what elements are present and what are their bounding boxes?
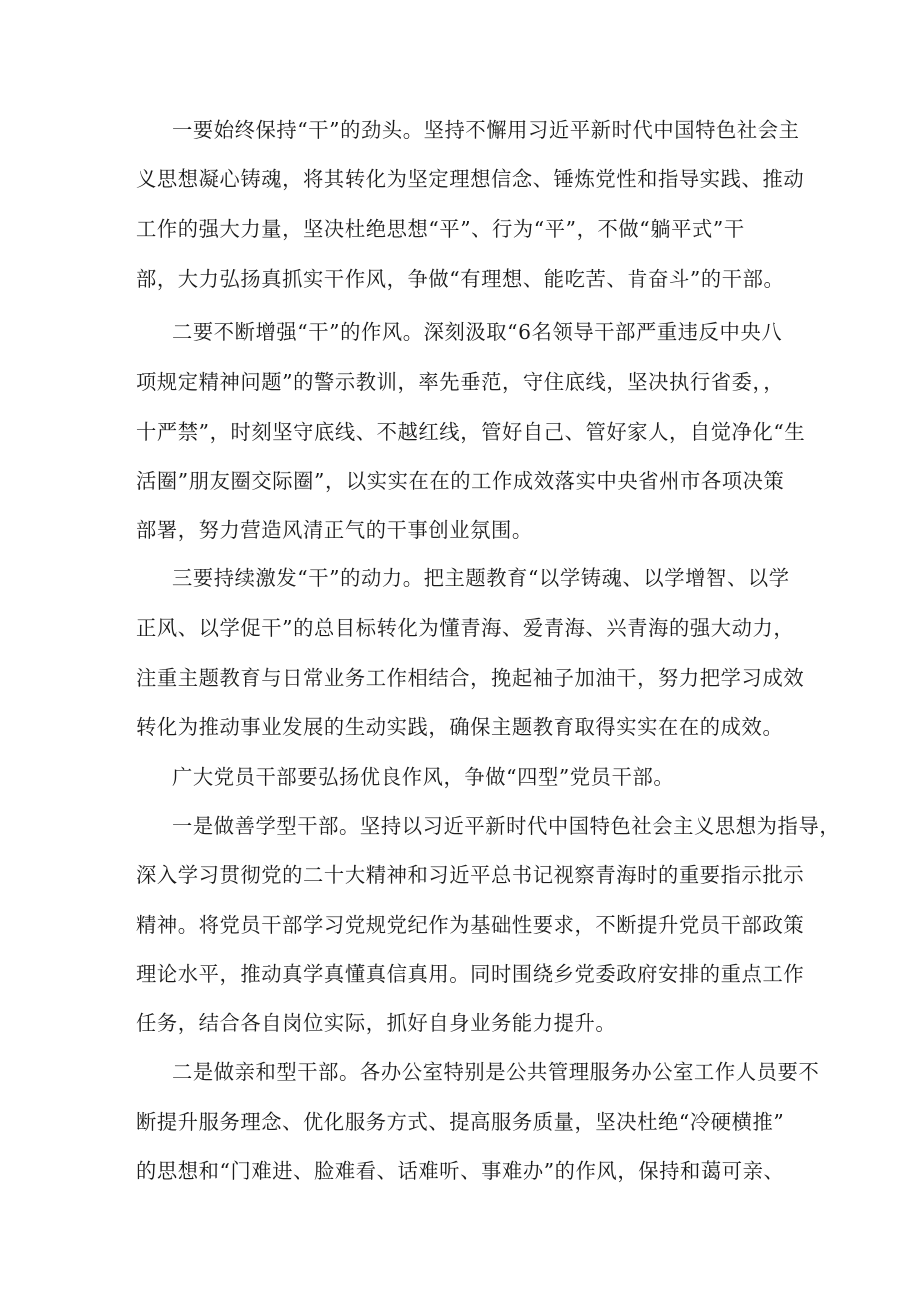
paragraph-3-line-4: 转化为推动事业发展的生动实践，确保主题教育取得实实在在的成效。 <box>136 715 784 739</box>
paragraph-5-line-2: 深入学习贯彻党的二十大精神和习近平总书记视察青海时的重要指示批示 <box>136 863 805 887</box>
paragraph-3-line-2: 正风、以学促干”的总目标转化为懂青海、爱青海、兴青海的强大动力， <box>136 616 795 640</box>
paragraph-1-line-4: 部，大力弘扬真抓实干作风，争做“有理想、能吃苦、肯奋斗”的干部。 <box>136 267 785 291</box>
paragraph-3-line-3: 注重主题教育与日常业务工作相结合，挽起袖子加油干，努力把学习成效 <box>136 666 805 690</box>
paragraph-2-line-5: 部署，努力营造风清正气的干事创业氛围。 <box>136 518 533 542</box>
paragraph-4-line-1: 广大党员干部要弘扬优良作风，争做“四型”党员干部。 <box>172 765 675 789</box>
paragraph-2-line-3: 十严禁”，时刻坚守底线、不越红线，管好自己、管好家人，自觉净化“生 <box>136 420 806 444</box>
paragraph-5-line-4: 理论水平，推动真学真懂真信真用。同时围绕乡党委政府安排的重点工作 <box>136 962 805 986</box>
paragraph-6-line-1: 二是做亲和型干部。各办公室特别是公共管理服务办公室工作人员要不 <box>172 1060 820 1084</box>
paragraph-5-line-1: 一是做善学型干部。坚持以习近平新时代中国特色社会主义思想为指导， <box>172 814 841 838</box>
paragraph-2-line-4: 活圈”朋友圈交际圈”，以实实在在的工作成效落实中央省州市各项决策 <box>136 469 785 493</box>
paragraph-5-line-5: 任务，结合各自岗位实际，抓好自身业务能力提升。 <box>136 1011 617 1035</box>
paragraph-1-line-3: 工作的强大力量，坚决杜绝思想“平”、行为“平”，不做“躺平式”干 <box>136 217 745 241</box>
paragraph-1-line-2: 义思想凝心铸魂，将其转化为坚定理想信念、锤炼党性和指导实践、推动 <box>136 167 805 191</box>
paragraph-1-line-1: 一要始终保持“干”的劲头。坚持不懈用习近平新时代中国特色社会主 <box>172 118 800 142</box>
paragraph-2-line-2: 项规定精神问题”的警示教训，率先垂范，守住底线，坚决执行省委，， <box>136 370 785 394</box>
paragraph-3-line-1: 三要持续激发“干”的动力。把主题教育“以学铸魂、以学增智、以学 <box>172 566 790 590</box>
paragraph-2-line-1: 二要不断增强“干”的作风。深刻汲取“6名领导干部严重违反中央八 <box>172 320 783 344</box>
paragraph-6-line-3: 的思想和“门难进、脸难看、话难听、事难办”的作风，保持和蔼可亲、 <box>136 1159 785 1183</box>
paragraph-6-line-2: 断提升服务理念、优化服务方式、提高服务质量，坚决杜绝“冷硬横推” <box>136 1110 785 1134</box>
paragraph-5-line-3: 精神。将党员干部学习党规党纪作为基础性要求，不断提升党员干部政策 <box>136 913 805 937</box>
